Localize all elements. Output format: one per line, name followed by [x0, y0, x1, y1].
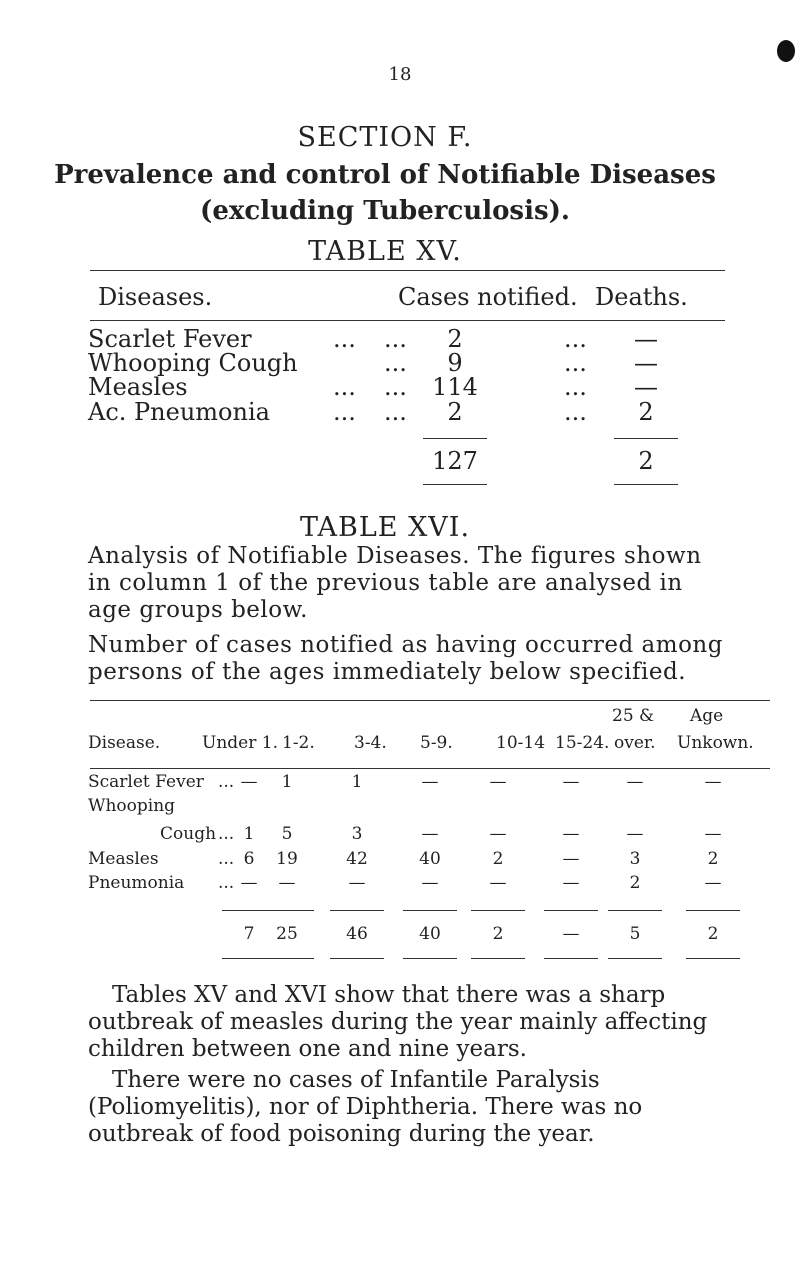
table15-deaths: — [634, 325, 658, 353]
table16-col-age-top: Age [690, 706, 724, 726]
table16-cell: — [562, 873, 580, 893]
rule [471, 910, 525, 911]
table16-cell: — [348, 873, 366, 893]
table16-cell: — [562, 849, 580, 869]
rule [403, 910, 457, 911]
table15-disease: Scarlet Fever [88, 325, 252, 353]
table16-cell: — [240, 873, 258, 893]
table16-cell: — [704, 873, 722, 893]
table16-cell: — [626, 772, 644, 792]
rule [403, 958, 457, 959]
table16-top-rule [90, 700, 770, 701]
leader-dots: ... [564, 373, 587, 401]
table16-cell: — [278, 873, 296, 893]
rule [423, 438, 487, 439]
table16-cell: 1 [351, 772, 363, 792]
table16-cell: 3 [351, 824, 363, 844]
table15-deaths: — [634, 349, 658, 377]
table16-disease: Scarlet Fever [88, 772, 204, 792]
table16-cell: — [421, 824, 439, 844]
table16-col-disease: Disease. [88, 733, 161, 753]
table15-disease: Measles [88, 373, 188, 401]
table16-total: 40 [419, 924, 441, 944]
table16-cell: 6 [243, 849, 255, 869]
rule [260, 958, 314, 959]
table16-total: 46 [346, 924, 368, 944]
table16-total: 7 [243, 924, 255, 944]
leader-dots: ... [564, 398, 587, 426]
table16-cell: 1 [243, 824, 255, 844]
heading-line-2: (excluding Tuberculosis). [200, 196, 570, 226]
table16-cell: — [421, 772, 439, 792]
table15-col-deaths: Deaths. [595, 283, 688, 311]
table15-col-cases: Cases notified. [398, 283, 578, 311]
table16-note: Number of cases notified as having occurred among persons of the ages immediately below specified. [88, 632, 723, 685]
table15-disease: Ac. Pneumonia [88, 398, 270, 426]
closing-paragraph-1: Tables XV and XVI show that there was a sharp outbreak of measles during the year mainly affecting children between one and nine years. [88, 982, 708, 1062]
table16-cell: 40 [419, 849, 441, 869]
rule [686, 958, 740, 959]
table15-cases: 114 [432, 373, 478, 401]
leader-dots: ... [384, 373, 407, 401]
leader-dots: ... [218, 849, 235, 869]
table16-cell: — [489, 772, 507, 792]
leader-dots: ... [333, 398, 356, 426]
table16-intro: Analysis of Notifiable Diseases. The figures shown in column 1 of the previous table are analysed in age groups below. [88, 543, 702, 623]
table16-cell: — [704, 824, 722, 844]
table16-col-25-bottom: over. [614, 733, 656, 753]
section-title: SECTION F. [297, 122, 473, 153]
table16-cell: — [704, 772, 722, 792]
table16-total: — [562, 924, 580, 944]
table16-col-25-top: 25 & [612, 706, 655, 726]
table16-col-age-bottom: Unkown. [677, 733, 754, 753]
rule [614, 438, 678, 439]
rule [686, 910, 740, 911]
table16-header-rule [90, 768, 770, 769]
leader-dots: ... [564, 325, 587, 353]
page-number: 18 [388, 64, 412, 85]
leader-dots: ... [384, 325, 407, 353]
table15-col-disease: Diseases. [98, 283, 213, 311]
table16-disease: Pneumonia [88, 873, 185, 893]
table15-cases: 9 [447, 349, 463, 377]
table16-cell: 1 [281, 772, 293, 792]
table16-col-under1: Under 1. [202, 733, 278, 753]
table16-total: 2 [492, 924, 504, 944]
table16-cell: — [562, 772, 580, 792]
table15-top-rule [90, 270, 725, 271]
table16-disease: Cough [160, 824, 217, 844]
table16-cell: — [421, 873, 439, 893]
rule [330, 958, 384, 959]
table15-cases: 2 [447, 325, 463, 353]
rule [471, 958, 525, 959]
table16-cell: — [240, 772, 258, 792]
table16-total: 2 [707, 924, 719, 944]
table15-disease: Whooping Cough [88, 349, 298, 377]
table16-cell: 2 [707, 849, 719, 869]
table16-cell: — [562, 824, 580, 844]
rule [544, 958, 598, 959]
table15-total-deaths: 2 [638, 447, 654, 475]
table16-col-10-14: 10-14 [496, 733, 546, 753]
table16-title: TABLE XVI. [299, 512, 471, 543]
ink-blot [777, 40, 795, 62]
rule [544, 910, 598, 911]
leader-dots: ... [384, 398, 407, 426]
leader-dots: ... [218, 873, 235, 893]
table15-deaths: 2 [638, 398, 654, 426]
table16-col-3-4: 3-4. [354, 733, 387, 753]
table16-cell: 19 [276, 849, 298, 869]
leader-dots: ... [333, 325, 356, 353]
table15-title: TABLE XV. [308, 236, 462, 267]
table16-cell: 5 [281, 824, 293, 844]
table16-cell: — [489, 873, 507, 893]
rule [614, 484, 678, 485]
table16-total: 5 [629, 924, 641, 944]
table16-cell: 42 [346, 849, 368, 869]
table15-deaths: — [634, 373, 658, 401]
leader-dots: ... [564, 349, 587, 377]
table16-cell: 3 [629, 849, 641, 869]
table16-disease-line1: Whooping [88, 796, 176, 816]
heading-line-1: Prevalence and control of Notifiable Diseases [54, 160, 716, 190]
table16-col-1-2: 1-2. [282, 733, 315, 753]
rule [330, 910, 384, 911]
rule [423, 484, 487, 485]
table15-cases: 2 [447, 398, 463, 426]
leader-dots: ... [218, 772, 235, 792]
rule [260, 910, 314, 911]
table16-disease: Measles [88, 849, 159, 869]
closing-paragraph-2: There were no cases of Infantile Paralysis (Poliomyelitis), nor of Diphtheria. There was no outbreak of food poisoning during the year. [88, 1067, 643, 1147]
table16-cell: — [489, 824, 507, 844]
rule [608, 910, 662, 911]
rule [608, 958, 662, 959]
table16-col-15-24: 15-24. [555, 733, 610, 753]
table16-col-5-9: 5-9. [420, 733, 453, 753]
table16-cell: — [626, 824, 644, 844]
table15-header-rule [90, 320, 725, 321]
leader-dots: ... [218, 824, 235, 844]
table16-cell: 2 [629, 873, 641, 893]
table16-total: 25 [276, 924, 298, 944]
leader-dots: ... [333, 373, 356, 401]
table16-cell: 2 [492, 849, 504, 869]
table15-total-cases: 127 [432, 447, 478, 475]
leader-dots: ... [384, 349, 407, 377]
